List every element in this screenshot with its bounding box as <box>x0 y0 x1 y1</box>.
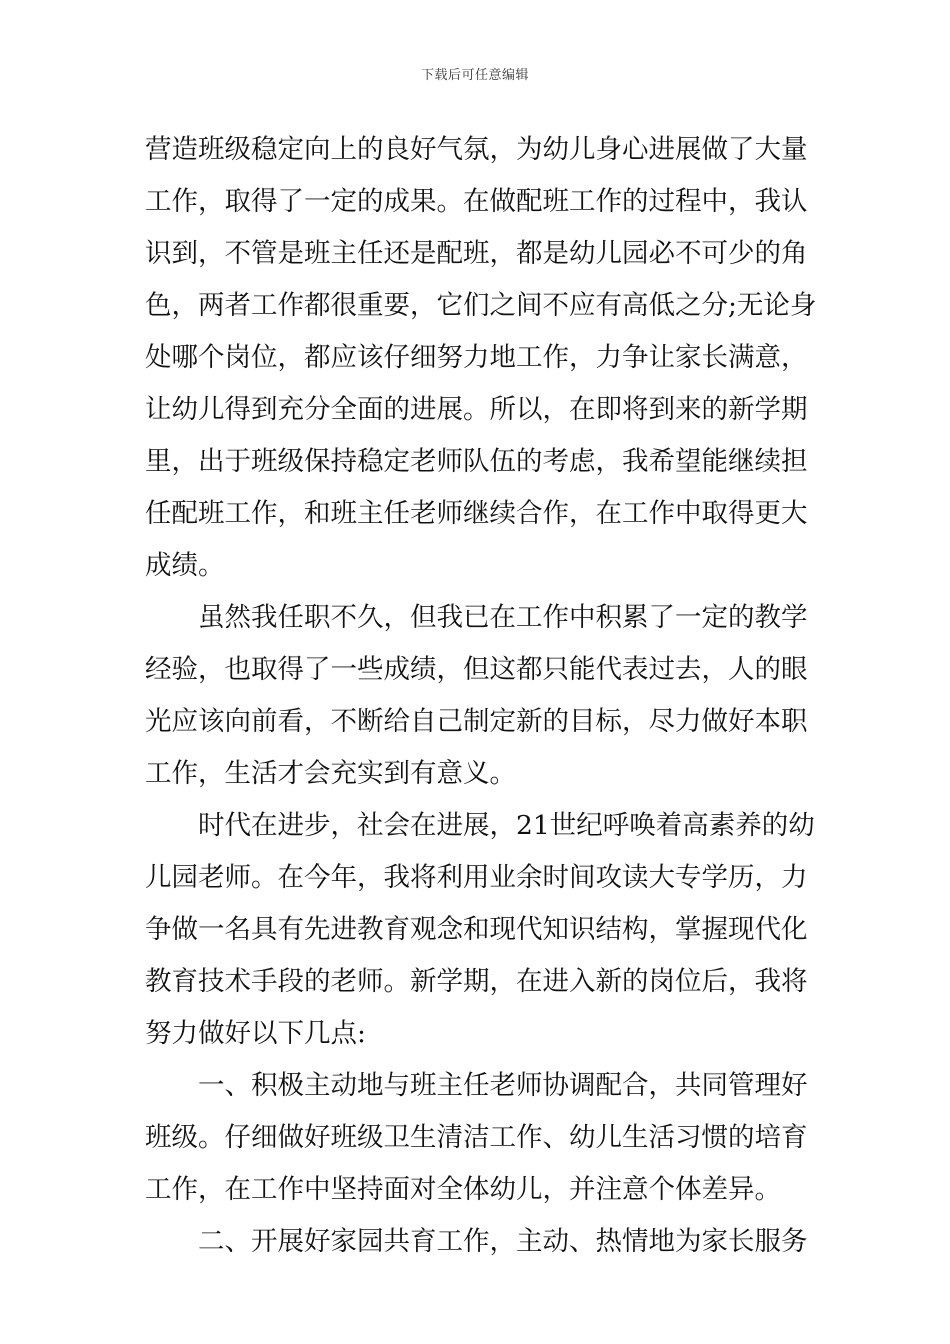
paragraph-first-line: 虽然我任职不久，但我已在工作中积累了一定的教学 <box>198 602 808 633</box>
paragraph-first-line: 二、开展好家园共育工作，主动、热情地为家长服务 <box>198 1226 808 1257</box>
document-body <box>145 124 817 1268</box>
text-line: 争做一名具有先进教育观念和现代知识结构，掌握现代化 <box>145 914 808 945</box>
text-line: 工作，在工作中坚持面对全体幼儿，并注意个体差异。 <box>145 1174 781 1205</box>
text-line: 任配班工作，和班主任老师继续合作，在工作中取得更大 <box>145 498 808 529</box>
paragraph-first-line: 一、积极主动地与班主任老师协调配合，共同管理好 <box>198 1070 808 1101</box>
text-line: 班级。仔细做好班级卫生清洁工作、幼儿生活习惯的培育 <box>145 1122 808 1153</box>
text-line: 色，两者工作都很重要，它们之间不应有高低之分;无论身 <box>145 290 817 321</box>
text-line: 工作，取得了一定的成果。在做配班工作的过程中，我认 <box>145 186 808 217</box>
text-line: 儿园老师。在今年，我将利用业余时间攻读大专学历，力 <box>145 862 808 893</box>
paragraph-first-line: 时代在进步，社会在进展，21世纪呼唤着高素养的幼 <box>198 810 815 841</box>
page-header: 下载后可任意编辑 <box>420 68 529 83</box>
text-line: 识到，不管是班主任还是配班，都是幼儿园必不可少的角 <box>145 238 808 269</box>
text-line: 营造班级稳定向上的良好气氛，为幼儿身心进展做了大量 <box>145 134 808 165</box>
text-line: 成绩。 <box>145 550 225 581</box>
text-line: 经验，也取得了一些成绩，但这都只能代表过去，人的眼 <box>145 654 808 685</box>
text-line: 努力做好以下几点: <box>145 1018 366 1049</box>
text-line: 工作，生活才会充实到有意义。 <box>145 758 516 789</box>
text-line: 光应该向前看，不断给自己制定新的目标，尽力做好本职 <box>145 706 808 737</box>
text-line: 处哪个岗位，都应该仔细努力地工作，力争让家长满意， <box>145 342 808 373</box>
text-line: 让幼儿得到充分全面的进展。所以，在即将到来的新学期 <box>145 394 808 425</box>
text-line: 教育技术手段的老师。新学期，在进入新的岗位后，我将 <box>145 966 808 997</box>
text-line: 里，出于班级保持稳定老师队伍的考虑，我希望能继续担 <box>145 446 808 477</box>
